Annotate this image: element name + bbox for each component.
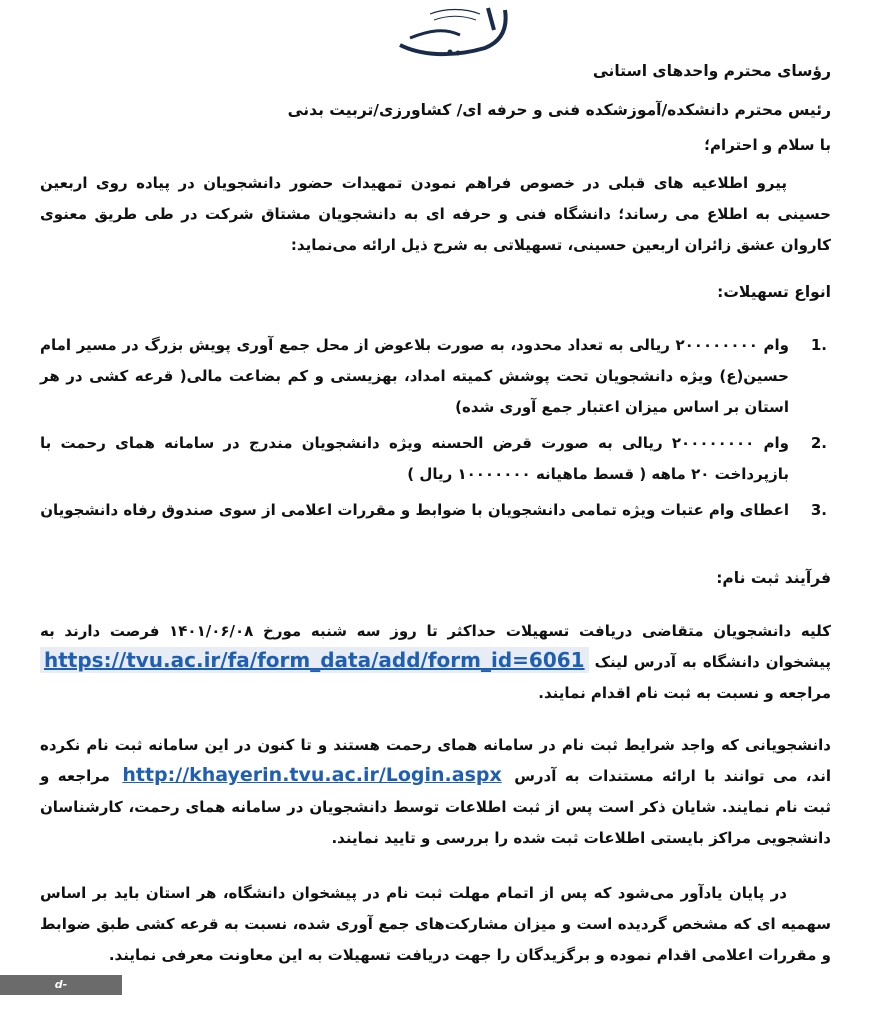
khayerin-login-link[interactable]: http://khayerin.tvu.ac.ir/Login.aspx bbox=[118, 762, 505, 788]
list-item bbox=[40, 428, 831, 490]
list-item-number: .3 bbox=[810, 501, 827, 519]
list-item-number: .1 bbox=[810, 336, 827, 354]
list-item bbox=[40, 330, 831, 423]
paragraph-text: دانشجویانی که واجد شرایط ثبت نام در سامانه همای رحمت هستند و تا کنون در این سامانه ثبت نام نکرده اند، می توانند با ارائه مستندات به آدرس bbox=[40, 736, 831, 785]
registration-title: فرآیند ثبت نام: bbox=[716, 569, 831, 587]
registration-paragraph-2 bbox=[40, 730, 831, 854]
registration-paragraph-1 bbox=[40, 616, 831, 709]
list-item-number: .2 bbox=[810, 434, 827, 452]
tolid-logo-icon bbox=[390, 0, 520, 60]
form-link[interactable]: https://tvu.ac.ir/fa/form_data/add/form_id=6061 bbox=[40, 647, 589, 673]
list-item-text: اعطای وام عتبات ویژه تمامی دانشجویان با ضوابط و مقررات اعلامی از سوی صندوق رفاه دانشجویان bbox=[40, 501, 789, 519]
list-item bbox=[40, 495, 831, 526]
paragraph-text: مراجعه و نسبت به ثبت نام اقدام نمایند. bbox=[538, 684, 831, 702]
site-watermark: d-boroujerd.nus.ac.ir bbox=[0, 975, 122, 995]
paragraph-text: مراجعه و ثبت نام نمایند. شایان ذکر است پس از ثبت اطلاعات توسط دانشجویان در سامانه همای رحمت، کارشناسان دانشجویی مراکز بایستی اطلاعات ثبت شده را بررسی و تایید نمایند. bbox=[40, 767, 831, 847]
facilities-title: انواع تسهیلات: bbox=[717, 283, 831, 301]
facilities-list bbox=[40, 330, 831, 531]
list-item-text: وام ۲۰۰۰۰۰۰۰۰ ریالی به تعداد محدود، به صورت بلاعوض از محل جمع آوری پویش بزرگ در مسیر امام حسین(ع) ویژه دانشجویان تحت پوشش کمیته امداد، بهزیستی و کم بضاعت مالی( قرعه کشی در هر استان بر اساس میزان اعتبار جمع آوری شده) bbox=[40, 336, 789, 416]
recipient-line-2: رئیس محترم دانشکده/آموزشکده فنی و حرفه ای/ کشاورزی/تربیت بدنی bbox=[287, 101, 831, 119]
intro-paragraph: پیرو اطلاعیه های قبلی در خصوص فراهم نمودن تمهیدات حضور دانشجویان در پیاده روی اربعین حسینی به اطلاع می رساند؛ دانشگاه فنی و حرفه ای به دانشجویان مشتاق شرکت در طی طریق معنوی کاروان عشق زائران اربعین حسینی، تسهیلاتی به شرح ذیل ارائه می‌نماید: bbox=[40, 174, 831, 254]
greeting: با سلام و احترام؛ bbox=[704, 136, 831, 154]
list-item-text: وام ۲۰۰۰۰۰۰۰۰ ریالی به صورت قرض الحسنه ویژه دانشجویان مندرج در سامانه همای رحمت با بازپرداخت ۲۰ ماهه ( قسط ماهیانه ۱۰۰۰۰۰۰۰ ریال ) bbox=[40, 434, 789, 483]
closing-paragraph: در پایان یادآور می‌شود که پس از اتمام مهلت ثبت نام در پیشخوان دانشگاه، هر استان باید بر اساس سهمیه ای که مشخص گردیده است و میزان مشارکت‌های جمع آوری شده، نسبت به قرعه کشی طبق ضوابط و مقررات اعلامی اقدام نموده و برگزیدگان را جهت دریافت تسهیلات به این معاونت معرفی نمایند. bbox=[40, 884, 831, 964]
paragraph-text: کلیه دانشجویان متقاضی دریافت تسهیلات حداکثر تا روز سه شنبه مورخ ۱۴۰۱/۰۶/۰۸ فرصت دارند به پیشخوان دانشگاه به آدرس لینک bbox=[40, 622, 831, 671]
recipient-line-1: رؤسای محترم واحدهای استانی bbox=[592, 62, 831, 80]
